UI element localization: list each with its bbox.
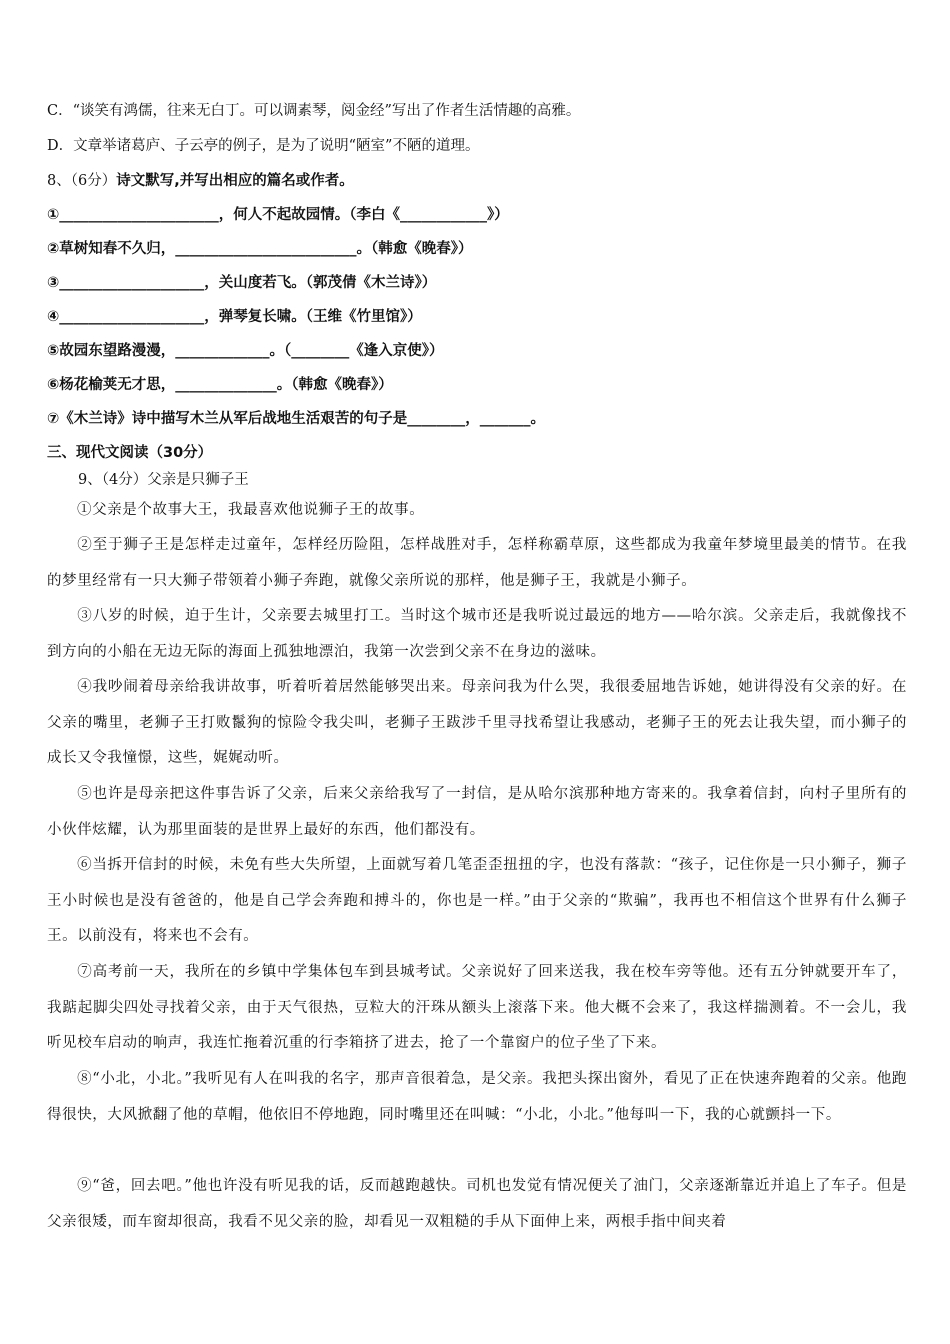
option-c: C．“谈笑有鸿儒，往来无白丁。可以调素琴，阅金经”写出了作者生活情趣的高雅。 xyxy=(47,103,581,119)
paragraph-9 xyxy=(47,1169,907,1240)
paragraph-6-text: ⑥当拆开信封的时候，未免有些大失所望，上面就写着几笔歪歪扭扭的字，也没有落款：“孩子，记住你是一只小狮子，狮子王小时候也是没有爸爸的，他是自己学会奔跑和搏斗的，你也是一样。”由于父亲的“欺骗”，我再也不相信这个世界有什么狮子王。以前没有，将来也不会有。 xyxy=(47,857,907,944)
q8-item-7: ⑦《木兰诗》诗中描写木兰从军后战地生活艰苦的句子是________，_______。 xyxy=(47,411,546,427)
paragraph-1-text: ①父亲是个故事大王，我最喜欢他说狮子王的故事。 xyxy=(77,502,425,518)
paragraph-9-text: ⑨“爸，回去吧。”他也许没有听见我的话，反而越跑越快。司机也发觉有情况便关了油门，父亲逐渐靠近并追上了车子。但是父亲很矮，而车窗却很高，我看不见父亲的脸，却看见一双粗糙的手从下面伸上来，两根手指中间夹着 xyxy=(47,1178,907,1230)
q8-item-6: ⑥杨花榆荚无才思，______________。（韩愈《晚春》） xyxy=(47,377,393,393)
paragraph-8 xyxy=(47,1062,907,1133)
paragraph-4-text: ④我吵闹着母亲给我讲故事，听着听着居然能够哭出来。母亲问我为什么哭，我很委屈地告诉她，她讲得没有父亲的好。在父亲的嘴里，老狮子王打败鬣狗的惊险令我尖叫，老狮子王跋涉千里寻找希望让我感动，老狮子王的死去让我失望，而小狮子的成长又令我憧憬，这些，娓娓动听。 xyxy=(47,679,907,766)
paragraph-7-text: ⑦高考前一天，我所在的乡镇中学集体包车到县城考试。父亲说好了回来送我，我在校车旁等他。还有五分钟就要开车了，我踮起脚尖四处寻找着父亲，由于天气很热，豆粒大的汗珠从额头上滚落下来。他大概不会来了，我这样揣测着。不一会儿，我听见校车启动的响声，我连忙拖着沉重的行李箱挤了进去，抢了一个靠窗户的位子坐了下来。 xyxy=(47,964,907,1051)
paragraph-8-text: ⑧“小北，小北。”我听见有人在叫我的名字，那声音很着急，是父亲。我把头探出窗外，看见了正在快速奔跑着的父亲。他跑得很快，大风掀翻了他的草帽，他依旧不停地跑，同时嘴里还在叫喊：“小北，小北。”他每叫一下，我的心就颤抖一下。 xyxy=(47,1071,907,1123)
question-8-number: 8、（6分） xyxy=(47,173,117,189)
q8-item-5: ⑤故园东望路漫漫，_____________。（________《逢入京使》） xyxy=(47,343,444,359)
question-9-title: 9、（4分）父亲是只狮子王 xyxy=(78,472,249,488)
question-8-instruction: 诗文默写,并写出相应的篇名或作者。 xyxy=(116,173,354,189)
paragraph-1 xyxy=(47,493,907,529)
q8-item-4: ④____________________，弹琴复长啸。（王维《竹里馆》） xyxy=(47,309,422,325)
option-d: D．文章举诸葛庐、子云亭的例子，是为了说明“陋室”不陋的道理。 xyxy=(47,138,480,154)
q8-item-1: ①______________________，何人不起故园情。（李白《____________》） xyxy=(47,207,509,223)
section-title: 三、现代文阅读（30分） xyxy=(47,445,213,461)
q8-item-3: ③____________________，关山度若飞。（郭茂倩《木兰诗》） xyxy=(47,275,437,291)
paragraph-2 xyxy=(47,528,907,599)
paragraph-7 xyxy=(47,955,907,1062)
paragraph-3 xyxy=(47,599,907,670)
paragraph-3-text: ③八岁的时候，迫于生计，父亲要去城里打工。当时这个城市还是我听说过最远的地方——哈尔滨。父亲走后，我就像找不到方向的小船在无边无际的海面上孤独地漂泊，我第一次尝到父亲不在身边的滋味。 xyxy=(47,608,907,660)
paragraph-6 xyxy=(47,848,907,955)
q8-item-2: ②草树知春不久归，_________________________。（韩愈《晚春》） xyxy=(47,241,473,257)
paragraph-2-text: ②至于狮子王是怎样走过童年，怎样经历险阻，怎样战胜对手，怎样称霸草原，这些都成为我童年梦境里最美的情节。在我的梦里经常有一只大狮子带领着小狮子奔跑，就像父亲所说的那样，他是狮子王，我就是小狮子。 xyxy=(47,537,907,589)
paragraph-5-text: ⑤也许是母亲把这件事告诉了父亲，后来父亲给我写了一封信，是从哈尔滨那种地方寄来的。我拿着信封，向村子里所有的小伙伴炫耀，认为那里面装的是世界上最好的东西，他们都没有。 xyxy=(47,786,907,838)
paragraph-5 xyxy=(47,777,907,848)
question-8-header xyxy=(47,171,907,191)
paragraph-4 xyxy=(47,670,907,777)
